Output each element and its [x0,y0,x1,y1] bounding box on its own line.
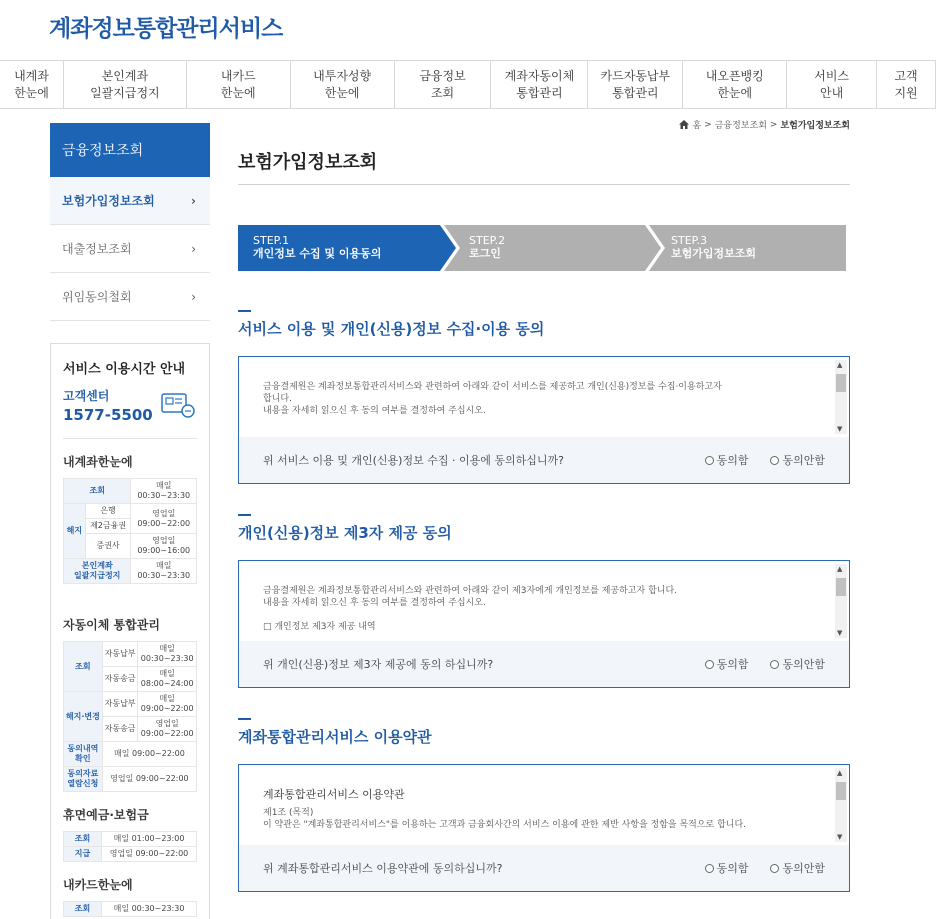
lnb-item-loan[interactable] [50,225,210,273]
radio-circle-icon[interactable] [705,660,714,669]
table-cell: 은행 [85,504,131,519]
consent-text-line: 금융결제원은 계좌정보통합관리서비스와 관련하여 아래와 같이 제3자에게 개인정보를 제공하고자 합니다. [263,586,678,596]
table-cell: 영업일 09:00~16:00 [131,534,197,559]
section-auto-transfer: 자동이체 통합관리 [63,618,160,632]
consent-question [239,641,849,687]
radio-circle-icon[interactable] [770,660,779,669]
scroll-up-icon[interactable]: ▲ [837,565,843,573]
consent-question-text: 위 서비스 이용 및 개인(신용)정보 수집 · 이용에 동의하십니까? [263,454,564,467]
radio-label: 동의함 [716,658,749,671]
table-cell: 자동납부 [102,692,138,717]
section-title-terms: 계좌통합관리서비스 이용약관 [238,728,432,746]
consent-text-line: 합니다. [263,394,292,404]
radio-circle-icon[interactable] [770,864,779,873]
section-my-cards: 내카드한눈에 [63,878,133,892]
step-3 [671,225,756,271]
lnb-item-label: 위임동의철회 [62,290,132,304]
section-my-accounts: 내계좌한눈에 [63,455,133,469]
scrollbar[interactable] [835,564,847,638]
home-icon[interactable] [679,120,689,129]
agree-radio[interactable] [705,656,749,672]
radio-circle-icon[interactable] [770,456,779,465]
table-cell: 조회 [64,479,131,504]
table-cell: 매일 09:00~22:00 [138,692,197,717]
scroll-thumb[interactable] [836,374,846,392]
table-cell: 자동납부 [102,642,138,667]
lnb-title: 금융정보조회 [50,123,210,177]
table-cell: 자동송금 [102,667,138,692]
step-2-num: STEP.2 [469,234,506,247]
customer-center-number: 1577-5500 [63,406,153,424]
chevron-right-icon: › [191,193,196,208]
hours-table-auto-transfer [63,641,197,792]
step-1 [253,225,381,271]
radio-label: 동의안함 [782,862,825,875]
consent-text-line: 계좌통합관리서비스 이용약관 [263,788,405,801]
breadcrumb-home[interactable]: 홈 [692,121,702,131]
gnb-item-service-guide[interactable]: 서비스 안내 [787,61,877,108]
step-2 [469,225,505,271]
table-cell: 제2금융권 [85,519,131,534]
table-cell: 영업일 09:00~22:00 [131,504,197,534]
table-cell: 조회 [64,642,103,692]
lnb-item-consent-withdraw[interactable] [50,273,210,321]
service-hours-box [50,343,210,919]
scroll-down-icon[interactable]: ▼ [837,833,843,841]
radio-label: 동의안함 [782,658,825,671]
section-dormant: 휴면예금·보험금 [63,808,149,822]
agree-radio[interactable] [705,860,749,876]
radio-label: 동의안함 [782,454,825,467]
customer-center [63,387,197,439]
consent-question [239,437,849,483]
gnb-item-card-autopay[interactable]: 카드자동납부 통합관리 [588,61,683,108]
table-cell: 매일 00:30~23:30 [131,559,197,584]
scroll-up-icon[interactable]: ▲ [837,361,843,369]
consent-text-line: 이 약관은 "계좌통합관리서비스"를 이용하는 고객과 금융회사간의 서비스 이용에 관한 제반 사항을 정함을 목적으로 합니다. [263,820,747,830]
hours-table-accounts [63,478,197,584]
step-3-title: 보험가입정보조회 [671,247,757,260]
breadcrumb-separator: > [769,119,778,130]
table-cell: 매일 08:00~24:00 [138,667,197,692]
customer-center-label: 고객센터 [63,389,110,403]
table-cell: 매일 09:00~22:00 [102,742,196,767]
consent-radio-group [705,860,825,876]
table-cell: 증권사 [85,534,131,559]
radio-label: 동의함 [716,862,749,875]
consent-question-text: 위 계좌통합관리서비스 이용약관에 동의하십니까? [263,862,503,875]
consent-text-line: 내용을 자세히 읽으신 후 동의 여부를 결정하여 주십시오. [263,598,486,608]
section-title-service-consent: 서비스 이용 및 개인(신용)정보 수집·이용 동의 [238,320,545,338]
consent-question [239,845,849,891]
section-title-third-party: 개인(신용)정보 제3자 제공 동의 [238,524,452,542]
consent-text-line: □ 개인정보 제3자 제공 내역 [263,622,376,632]
consent-text[interactable] [239,357,849,437]
table-cell: 동의자료 열람신청 [64,767,103,792]
table-cell: 해지·변경 [64,692,103,742]
consent-radio-group [705,656,825,672]
service-hours-title: 서비스 이용시간 안내 [63,362,186,377]
lnb-item-label: 대출정보조회 [62,242,132,256]
table-cell: 매일 00:30~23:30 [131,479,197,504]
step-2-title: 로그인 [469,247,501,260]
table-cell: 본인계좌 일괄지급정지 [64,559,131,584]
breadcrumb-separator: > [704,119,712,130]
table-cell: 자동송금 [102,717,138,742]
step-1-title: 개인정보 수집 및 이용동의 [253,247,382,260]
table-cell: 지급 [64,847,102,862]
step-1-num: STEP.1 [253,234,290,247]
gnb-item-open-banking[interactable]: 내오픈뱅킹 한눈에 [683,61,787,108]
consent-text[interactable] [239,765,849,845]
disagree-radio[interactable] [770,452,825,468]
gnb-item-my-cards[interactable]: 내카드 한눈에 [187,61,291,108]
gnb-item-payment-stop[interactable]: 본인계좌 일괄지급정지 [64,61,187,108]
gnb-item-customer-support[interactable]: 고객 지원 [877,61,936,108]
table-cell: 조회 [64,902,102,917]
breadcrumb [679,118,850,131]
consent-box-service [238,356,850,484]
scroll-down-icon[interactable]: ▼ [837,425,843,433]
radio-circle-icon[interactable] [705,864,714,873]
consent-text[interactable] [239,561,849,641]
step-indicator [238,225,846,271]
scroll-thumb[interactable] [836,578,846,596]
consent-text-line: 내용을 자세히 읽으신 후 동의 여부를 결정하여 주십시오. [263,406,486,416]
table-cell: 영업일 09:00~22:00 [138,717,197,742]
page-title: 보험가입정보조회 [238,140,850,185]
breadcrumb-mid[interactable]: 금융정보조회 [714,121,767,131]
agree-radio[interactable] [705,452,749,468]
gnb-item-my-accounts[interactable]: 내계좌 한눈에 [0,61,64,108]
disagree-radio[interactable] [770,656,825,672]
table-cell: 매일 00:30~23:30 [102,902,197,917]
scroll-thumb[interactable] [836,782,846,800]
consent-text-line: 금융결제원은 계좌정보통합관리서비스와 관련하여 아래와 같이 서비스를 제공하고 개인(신용)정보를 수집·이용하고자 [263,382,722,392]
scroll-down-icon[interactable]: ▼ [837,629,843,637]
main-content [238,140,850,875]
hours-table-dormant [63,831,197,862]
lnb-item-label: 보험가입정보조회 [62,194,155,208]
scrollbar[interactable] [835,360,847,434]
hours-table-cards [63,901,197,917]
site-title[interactable]: 계좌정보통합관리서비스 [49,16,283,42]
consent-box-terms [238,764,850,892]
table-cell: 조회 [64,832,102,847]
chevron-right-icon: › [191,241,196,256]
table-cell: 영업일 09:00~22:00 [102,847,197,862]
table-cell: 매일 01:00~23:00 [102,832,197,847]
step-3-num: STEP.3 [671,234,708,247]
chevron-right-icon: › [191,289,196,304]
table-cell: 해지 [64,504,86,559]
consent-radio-group [705,452,825,468]
consent-text-line: 제1조 (목적) [263,808,314,818]
table-cell: 매일 00:30~23:30 [138,642,197,667]
gnb-item-financial-info[interactable]: 금융정보 조회 [395,61,492,108]
global-nav [0,60,936,109]
table-cell: 영업일 09:00~22:00 [102,767,196,792]
consent-box-third-party [238,560,850,688]
table-cell: 동의내역 확인 [64,742,103,767]
breadcrumb-current: 보험가입정보조회 [780,121,850,131]
local-nav [50,123,210,321]
radio-label: 동의함 [716,454,749,467]
disagree-radio[interactable] [770,860,825,876]
scroll-up-icon[interactable]: ▲ [837,769,843,777]
gnb-item-auto-transfer[interactable]: 계좌자동이체 통합관리 [491,61,588,108]
scrollbar[interactable] [835,768,847,842]
consent-question-text: 위 개인(신용)정보 제3자 제공에 동의 하십니까? [263,658,494,671]
gnb-item-investment-profile[interactable]: 내투자성향 한눈에 [291,61,395,108]
phone-icon [161,393,195,419]
lnb-item-insurance[interactable] [50,177,210,225]
radio-circle-icon[interactable] [705,456,714,465]
